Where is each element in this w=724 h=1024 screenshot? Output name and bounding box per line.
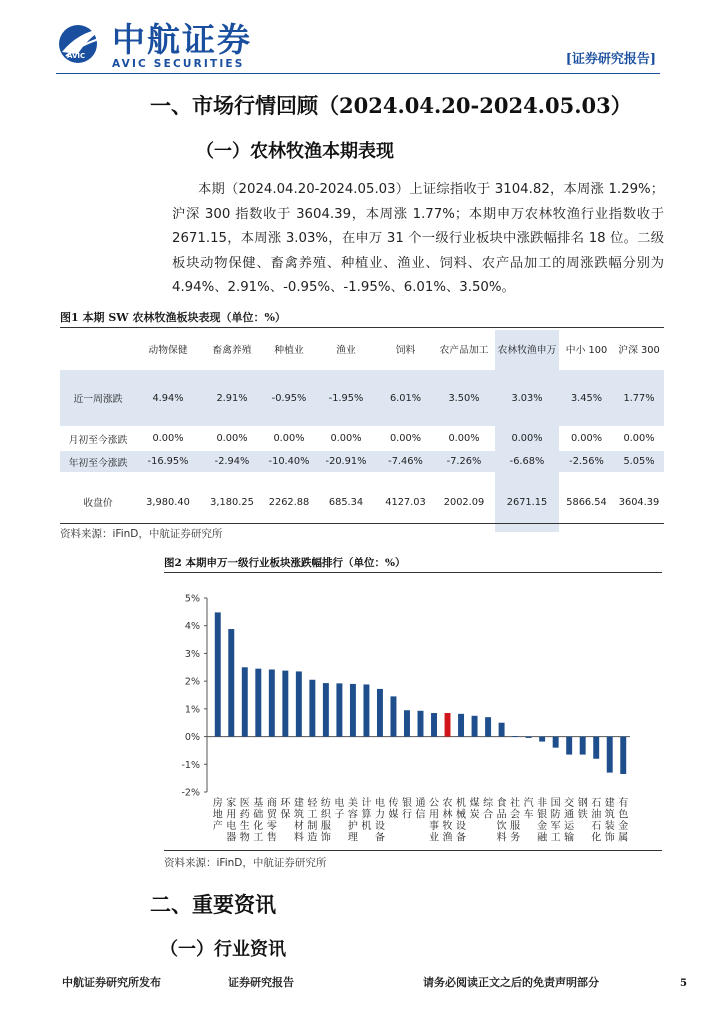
section-title-market-review: 一、市场行情回顾（2024.04.20-2024.05.03） [150, 93, 632, 118]
bar-机械设备 [458, 714, 464, 737]
table-cell: -7.46% [388, 456, 423, 467]
bar-建筑材料 [296, 671, 302, 736]
table-cell: 3.45% [570, 392, 603, 404]
brand-name-cn: 中航证券 [112, 20, 252, 59]
row-label: 近一周涨跌 [73, 394, 123, 405]
table-header-cell: 畜禽养殖 [212, 344, 252, 356]
bar-国防军工 [553, 737, 559, 748]
market-summary-paragraph: 本期（2024.04.20-2024.05.03）上证综指收于 3104.82，本周涨 1.29%；沪深 300 指数收于 3604.39，本周涨 1.77%；本期申万农林牧渔行业指数收于 2671.15，本周涨 3.03%，在申万 31 个一级行业板块中涨跌幅排名 18 位。二级板块动物保健、畜禽养殖、种植业、渔业、饲料、农产品加工的周涨跌幅分别为 4.94%、2.91%、-0.95%、-1.95%、6.01%、3.50%。 [172, 182, 664, 295]
table-header-cell: 饲料 [395, 344, 416, 356]
bar-纺织服饰 [323, 683, 329, 736]
x-tick-label: 国防军工 [550, 798, 561, 844]
table-cell: 0.00% [495, 426, 559, 451]
table-header-cell: 种植业 [274, 344, 304, 356]
bar-银行 [404, 710, 410, 736]
table-cell: 2.91% [216, 392, 248, 404]
bar-石油石化 [593, 737, 599, 759]
x-tick-label: 银行 [401, 798, 412, 821]
table-header-cell [60, 330, 136, 370]
x-tick-label: 传媒 [388, 798, 399, 821]
table-cell: 3,180.25 [210, 496, 254, 508]
x-tick-label: 电子 [334, 798, 345, 821]
row-label: 月初至今涨跌 [68, 434, 128, 446]
bar-交通运输 [566, 737, 572, 755]
table-cell: 3.03% [511, 392, 543, 404]
bar-家用电器 [228, 629, 234, 737]
subsection-title-agri-performance: （一）农林牧渔本期表现 [196, 141, 394, 162]
table-cell: -10.40% [268, 456, 310, 467]
x-tick-label: 纺织服饰 [320, 798, 331, 844]
table-header-cell: 农林牧渔申万 [495, 330, 559, 370]
table-cell: -2.56% [569, 456, 604, 467]
table-cell: 3.50% [448, 392, 480, 404]
bar-公用事业 [431, 713, 437, 737]
x-tick-label: 农林牧渔 [442, 798, 453, 844]
figure1-caption: 图1 本期 SW 农林牧渔板块表现（单位：%） [60, 311, 286, 324]
bar-环保 [282, 671, 288, 737]
x-tick-label: 轻工制造 [307, 798, 318, 844]
x-tick-label: 建筑材料 [293, 798, 304, 844]
bar-医药生物 [242, 667, 248, 736]
table-cell: 4.94% [152, 392, 184, 404]
figure1-source: 资料来源：iFinD，中航证券研究所 [60, 528, 223, 540]
sector-performance-table [60, 330, 664, 532]
table-cell: -1.95% [328, 392, 364, 404]
bar-美容护理 [350, 684, 356, 737]
bar-商贸零售 [269, 670, 275, 737]
bar-钢铁 [580, 737, 586, 755]
industry-ranking-bar-chart [160, 580, 660, 848]
y-tick-label: 4% [184, 621, 200, 633]
row-label: 收盘价 [83, 498, 113, 509]
table-row [60, 426, 664, 451]
table-cell: -0.95% [271, 392, 307, 404]
x-tick-label: 煤炭 [469, 798, 480, 821]
bar-电子 [336, 683, 342, 736]
bar-有色金属 [620, 737, 626, 774]
x-tick-label: 房地产 [212, 798, 223, 832]
table-cell: -7.26% [446, 456, 482, 467]
table-cell: 3604.39 [618, 496, 660, 508]
x-tick-label: 通信 [415, 798, 426, 821]
table-header-cell: 动物保健 [148, 344, 188, 356]
bar-建筑装饰 [607, 737, 613, 773]
x-tick-label: 美容护理 [347, 798, 358, 844]
x-tick-label: 家用电器 [226, 798, 237, 844]
x-tick-label: 建筑装饰 [604, 798, 615, 844]
table-cell: 5866.54 [566, 496, 607, 508]
brand-name-en: AVIC SECURITIES [112, 58, 245, 70]
table-row [60, 451, 664, 472]
table-cell: -2.94% [214, 456, 250, 467]
x-tick-label: 基础化工 [253, 798, 264, 844]
y-tick-label: 3% [184, 648, 200, 660]
bar-通信 [418, 711, 424, 737]
bar-食品饮料 [499, 723, 505, 737]
table-row [60, 370, 664, 426]
figure2-bottom-rule [164, 850, 662, 851]
table-cell: 0.00% [448, 433, 480, 444]
table-cell: -6.68% [509, 456, 545, 467]
table-header-row [60, 330, 664, 370]
report-type-tag: [证券研究报告] [565, 52, 656, 67]
bar-传媒 [390, 696, 396, 736]
x-tick-label: 社会服务 [510, 798, 521, 844]
table-cell: 0.00% [330, 433, 362, 444]
y-tick-label: 2% [184, 676, 200, 688]
table-cell: 0.00% [273, 433, 305, 444]
x-tick-label: 非银金融 [537, 798, 548, 844]
x-tick-label: 食品饮料 [496, 798, 507, 844]
bar-汽车 [526, 737, 532, 738]
bar-房地产 [215, 612, 221, 736]
table-cell: 685.34 [328, 496, 364, 508]
table-header-cell: 沪深 300 [618, 344, 660, 356]
table-cell: 4127.03 [385, 496, 426, 508]
x-tick-label: 商贸零售 [266, 798, 277, 844]
table-cell: 2262.88 [268, 496, 310, 508]
table-cell: 0.00% [389, 433, 422, 444]
subsection-title-industry-news: （一）行业资讯 [160, 939, 286, 960]
footer-publisher: 中航证券研究所发布 [62, 976, 161, 989]
bar-煤炭 [472, 716, 478, 737]
x-tick-label: 机械设备 [456, 798, 467, 844]
footer-disclaimer-note: 请务必阅读正文之后的免责声明部分 [423, 976, 599, 989]
figure2-source: 资料来源：iFinD，中航证券研究所 [164, 857, 327, 869]
y-tick-label: 5% [184, 593, 200, 605]
table-cell: 6.01% [389, 392, 422, 404]
x-tick-label: 钢铁 [577, 798, 588, 821]
table-cell: 3,980.40 [146, 496, 190, 508]
y-tick-label: 0% [184, 732, 200, 744]
x-tick-label: 公用事业 [429, 798, 440, 844]
table-cell: 1.77% [623, 392, 655, 404]
bar-基础化工 [255, 669, 261, 737]
bar-综合 [485, 717, 491, 736]
bar-轻工制造 [309, 680, 315, 737]
company-logo [56, 22, 106, 66]
bar-计算机 [363, 684, 369, 736]
x-tick-label: 环保 [280, 798, 291, 821]
table-cell: -20.91% [325, 456, 367, 467]
header-divider [56, 73, 660, 74]
table-header-cell: 渔业 [336, 344, 356, 356]
table-cell: -16.95% [147, 456, 189, 467]
table-cell: 0.00% [216, 433, 248, 444]
bar-社会服务 [512, 736, 518, 737]
x-tick-label: 综合 [483, 798, 494, 821]
footer-report-type: 证券研究报告 [228, 976, 294, 989]
y-tick-label: -2% [181, 787, 200, 799]
table-cell: 0.00% [570, 433, 603, 444]
row-label: 年初至今涨跌 [68, 457, 128, 469]
table-header-cell: 中小 100 [565, 344, 608, 356]
table-cell: 0.00% [623, 433, 655, 444]
table-header-cell: 农产品加工 [439, 344, 489, 356]
figure1-bottom-rule [60, 523, 664, 524]
table-cell: 0.00% [152, 433, 184, 444]
x-tick-label: 计算机 [361, 798, 372, 832]
x-tick-label: 医药生物 [239, 798, 250, 844]
logo-text: AVIC [67, 52, 86, 60]
x-tick-label: 有色金属 [618, 798, 629, 844]
table-cell: 5.05% [623, 456, 655, 467]
figure1-top-rule [60, 327, 664, 328]
x-tick-label: 电力设备 [374, 798, 385, 844]
y-tick-label: -1% [181, 759, 200, 771]
y-tick-label: 1% [184, 704, 200, 716]
x-tick-label: 交通运输 [564, 798, 575, 844]
x-tick-label: 汽车 [523, 798, 534, 821]
x-tick-label: 石油石化 [591, 798, 602, 844]
section-title-news: 二、重要资讯 [150, 892, 276, 917]
figure2-caption: 图2 本期申万一级行业板块涨跌幅排行（单位：%） [164, 557, 406, 569]
bar-农林牧渔 [445, 713, 451, 737]
table-cell: 2671.15 [495, 472, 559, 532]
bar-非银金融 [539, 737, 545, 742]
table-cell: 2002.09 [443, 496, 485, 508]
bar-电力设备 [377, 689, 383, 737]
page-number: 5 [680, 978, 687, 989]
figure2-top-rule [164, 572, 662, 573]
